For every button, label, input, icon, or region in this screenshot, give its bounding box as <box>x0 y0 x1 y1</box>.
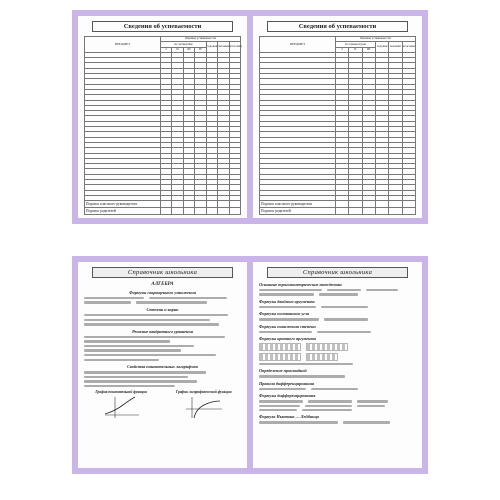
signature-cell[interactable] <box>218 208 229 215</box>
signature-cell[interactable] <box>218 201 229 208</box>
reference-page-right <box>253 262 422 468</box>
section-heading: АЛГЕБРА <box>151 282 174 287</box>
grades-table <box>84 36 241 215</box>
section-heading: Решение квадратного уравнения <box>132 328 193 334</box>
section-heading: Формулы двойного аргумента <box>259 298 315 304</box>
quarter-header: IV <box>195 47 206 52</box>
quarter-header: I <box>160 47 171 52</box>
extra-col-header: итоговая <box>229 42 241 53</box>
signature-label: Подпись классного руководителя <box>260 201 336 208</box>
extra-col-header: экзамен <box>389 42 402 53</box>
signature-cell[interactable] <box>389 208 402 215</box>
signature-cell[interactable] <box>195 208 206 215</box>
signature-cell[interactable] <box>206 201 217 208</box>
extra-col-header: экзамен <box>218 42 229 53</box>
signature-cell[interactable] <box>172 208 183 215</box>
page-title: Справочник школьника <box>267 267 408 278</box>
page-title: Сведения об успеваемости <box>267 21 408 32</box>
section-heading: Определение производной <box>259 368 307 374</box>
signature-cell[interactable] <box>229 201 241 208</box>
grades-header: Оценки успеваемости <box>335 37 415 42</box>
section-heading: Формулы понижения степени <box>259 323 316 329</box>
signature-label: Подпись родителей <box>260 208 336 215</box>
section-heading: Основные тригонометрические тождества <box>259 282 342 287</box>
grades-page-left <box>78 16 247 218</box>
quarter-header: II <box>172 47 183 52</box>
signature-cell[interactable] <box>362 208 375 215</box>
signature-cell[interactable] <box>183 201 194 208</box>
subject-header: ПРЕДМЕТ <box>260 37 336 53</box>
signature-cell[interactable] <box>375 208 388 215</box>
reference-spread <box>72 256 428 474</box>
quarters-header: по триместрам <box>335 42 375 47</box>
reference-page-left <box>78 262 247 468</box>
subject-header: ПРЕДМЕТ <box>85 37 161 53</box>
signature-cell[interactable] <box>195 201 206 208</box>
signature-cell[interactable] <box>335 208 348 215</box>
section-heading: Свойства показательных логарифмов <box>127 363 198 369</box>
quarters-header: по четвертям <box>160 42 206 47</box>
signature-cell[interactable] <box>375 201 388 208</box>
section-heading: Формула Ньютона — Лейбница <box>259 414 319 420</box>
signature-cell[interactable] <box>160 208 171 215</box>
signature-cell[interactable] <box>183 208 194 215</box>
section-heading: Правила дифференцирования <box>259 380 315 386</box>
extra-col-header: годовая <box>206 42 217 53</box>
signature-cell[interactable] <box>172 201 183 208</box>
section-heading: Формулы кратного аргумента <box>259 335 316 341</box>
section-heading: Формулы половинного угла <box>259 311 310 317</box>
section-heading: Степени и корни <box>146 306 179 312</box>
signature-cell[interactable] <box>362 201 375 208</box>
signature-cell[interactable] <box>229 208 241 215</box>
signature-row[interactable] <box>85 201 241 208</box>
extra-col-header: годовая <box>375 42 388 53</box>
signature-cell[interactable] <box>160 201 171 208</box>
signature-cell[interactable] <box>206 208 217 215</box>
grades-page-right <box>253 16 422 218</box>
signature-cell[interactable] <box>349 208 362 215</box>
signature-cell[interactable] <box>402 201 415 208</box>
exponential-graph: График показательной функции <box>84 390 159 422</box>
section-heading: Формулы сокращенного умножения <box>129 290 196 295</box>
signature-label: Подпись классного руководителя <box>85 201 161 208</box>
quarter-header: III <box>362 47 375 52</box>
signature-cell[interactable] <box>349 201 362 208</box>
extra-col-header: итоговая <box>402 42 415 53</box>
signature-cell[interactable] <box>389 201 402 208</box>
function-graphs <box>84 390 241 422</box>
quarter-header: III <box>183 47 194 52</box>
section-heading: Формулы дифференцирования <box>259 393 316 399</box>
signature-cell[interactable] <box>335 201 348 208</box>
quarter-header: I <box>335 47 348 52</box>
grades-spread <box>72 10 428 224</box>
signature-cell[interactable] <box>402 208 415 215</box>
grades-header: Оценки успеваемости <box>160 37 240 42</box>
signature-row[interactable] <box>85 208 241 215</box>
signature-row[interactable] <box>260 208 416 215</box>
signature-row[interactable] <box>260 201 416 208</box>
grades-table <box>259 36 416 215</box>
page-title: Справочник школьника <box>92 267 233 278</box>
logarithmic-graph: График логарифмической функции <box>167 390 242 422</box>
quarter-header: II <box>349 47 362 52</box>
page-title: Сведения об успеваемости <box>92 21 233 32</box>
signature-label: Подпись родителей <box>85 208 161 215</box>
